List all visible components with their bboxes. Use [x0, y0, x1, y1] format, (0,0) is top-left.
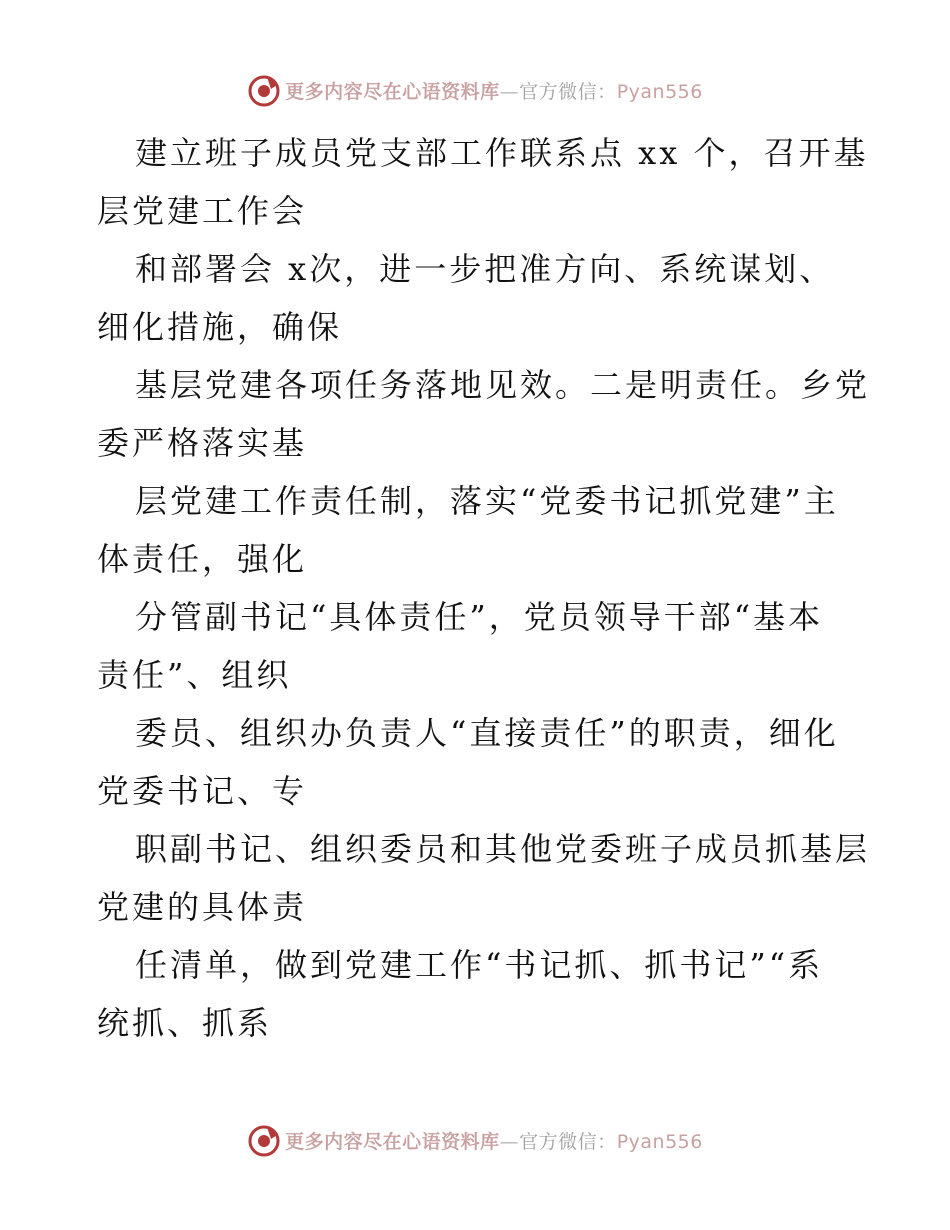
- paragraph: [97, 472, 857, 588]
- document-body: [97, 124, 871, 1052]
- watermark-id: Pyan556: [616, 80, 703, 103]
- paragraph-second-line: 委严格落实基: [97, 424, 308, 462]
- watermark-text: [285, 77, 703, 104]
- paragraph-first-line: 和部署会 x次，进一步把准方向、系统谋划、: [135, 250, 835, 288]
- paragraph-second-line: 细化措施，确保: [97, 308, 343, 346]
- paragraph-second-line: 层党建工作会: [97, 192, 308, 230]
- paragraph-first-line: 职副书记、组织委员和其他党委班子成员抓基层: [135, 830, 871, 868]
- watermark-dash: —: [499, 80, 520, 103]
- paragraph-first-line: 层党建工作责任制，落实“党委书记抓党建”主: [135, 482, 839, 520]
- paragraph-first-line: 分管副书记“具体责任”，党员领导干部“基本: [135, 598, 824, 636]
- logo-icon: [247, 1123, 281, 1157]
- paragraph-first-line: 委员、组织办负责人“直接责任”的职责，细化: [135, 714, 839, 752]
- paragraph-second-line: 统抓、抓系: [97, 1004, 273, 1042]
- paragraph: [97, 124, 869, 240]
- paragraph-first-line: 任清单，做到党建工作“书记抓、抓书记”“系: [135, 946, 824, 984]
- paragraph-second-line: 党委书记、专: [97, 772, 308, 810]
- watermark-label: 官方微信：: [519, 1130, 617, 1153]
- watermark-label: 官方微信：: [519, 80, 617, 103]
- watermark-text: [285, 1127, 703, 1154]
- logo-icon: [247, 73, 281, 107]
- watermark-dash: —: [499, 1130, 520, 1153]
- paragraph-second-line: 责任”、组织: [97, 656, 292, 694]
- header-watermark: [0, 70, 950, 110]
- paragraph: [97, 820, 871, 936]
- watermark-cn: 更多内容尽在心语资料库: [285, 80, 500, 103]
- paragraph: [97, 240, 857, 356]
- paragraph: [97, 704, 857, 820]
- paragraph: [97, 936, 857, 1052]
- paragraph: [97, 356, 871, 472]
- paragraph-second-line: 党建的具体责: [97, 888, 308, 926]
- footer-watermark: [0, 1120, 950, 1160]
- paragraph: [97, 588, 857, 704]
- paragraph-first-line: 建立班子成员党支部工作联系点 xx 个，召开基: [135, 134, 869, 172]
- paragraph-first-line: 基层党建各项任务落地见效。二是明责任。乡党: [135, 366, 871, 404]
- watermark-id: Pyan556: [616, 1130, 703, 1153]
- watermark-cn: 更多内容尽在心语资料库: [285, 1130, 500, 1153]
- paragraph-second-line: 体责任，强化: [97, 540, 308, 578]
